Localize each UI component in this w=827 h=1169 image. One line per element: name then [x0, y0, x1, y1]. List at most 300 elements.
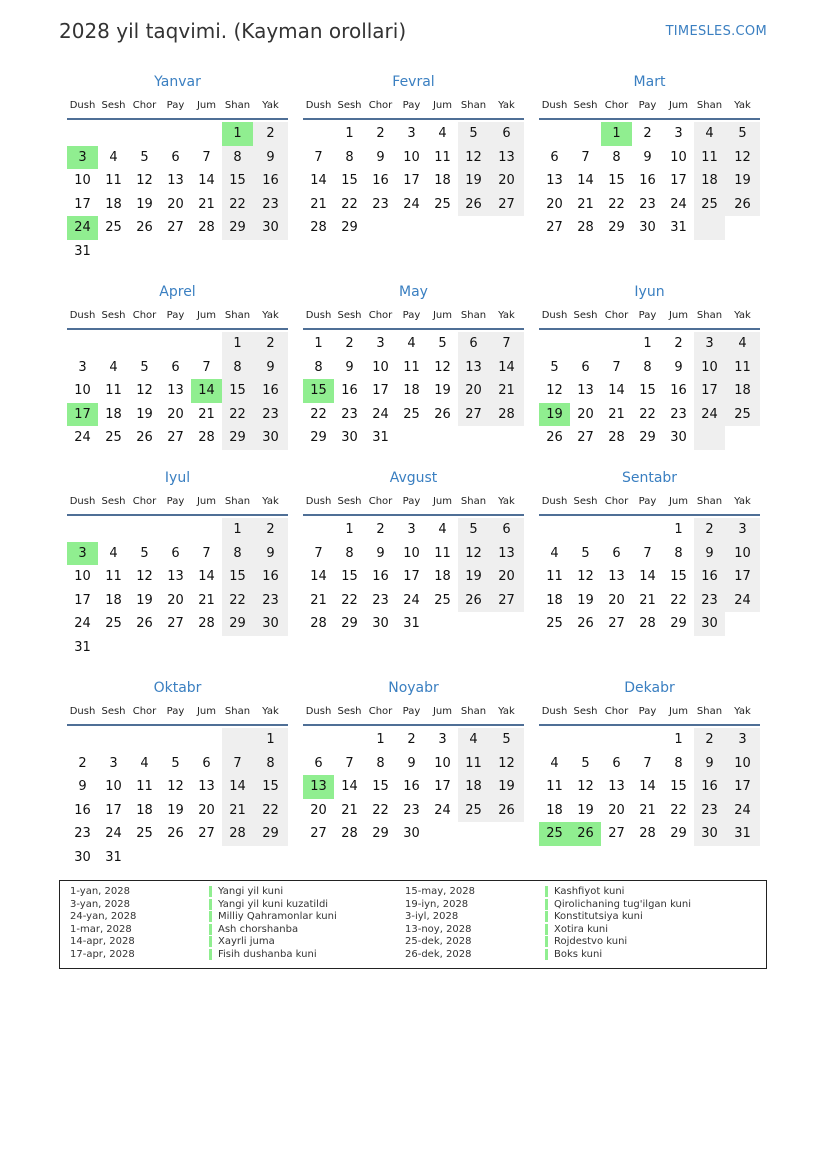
day-cell[interactable]: 23	[403, 802, 420, 818]
day-cell[interactable]: 22	[253, 799, 288, 823]
day-cell[interactable]: 24	[725, 589, 760, 613]
day-cell[interactable]: 11	[434, 545, 451, 561]
day-cell[interactable]: 17	[403, 173, 420, 188]
day-cell[interactable]: 28	[341, 826, 358, 841]
day-cell[interactable]: 12	[577, 779, 594, 794]
day-cell[interactable]: 8	[345, 149, 354, 165]
day-cell[interactable]: 1	[674, 732, 683, 747]
day-cell[interactable]: 26	[167, 826, 184, 841]
day-cell[interactable]: 27	[310, 826, 327, 841]
day-cell[interactable]: 21	[639, 802, 656, 818]
day-cell[interactable]: 13	[489, 146, 524, 170]
day-cell[interactable]: 14	[198, 173, 215, 188]
day-cell[interactable]: 23	[639, 196, 656, 212]
day-cell[interactable]: 2	[376, 522, 385, 537]
day-cell[interactable]: 26	[136, 220, 153, 235]
day-cell[interactable]: 13	[458, 356, 489, 380]
day-cell[interactable]: 14	[608, 383, 625, 398]
day-cell[interactable]: 22	[341, 196, 358, 212]
day-cell[interactable]: 25	[539, 822, 570, 846]
day-cell[interactable]: 22	[222, 193, 253, 217]
day-cell[interactable]: 1	[376, 732, 385, 747]
day-cell[interactable]: 31	[105, 849, 122, 865]
day-cell[interactable]: 10	[403, 545, 420, 561]
day-cell[interactable]: 10	[694, 356, 725, 380]
day-cell[interactable]: 1	[643, 336, 652, 351]
day-cell[interactable]: 20	[608, 802, 625, 818]
day-cell[interactable]: 3	[407, 522, 416, 537]
day-cell[interactable]: 5	[458, 518, 489, 542]
day-cell[interactable]: 4	[725, 332, 760, 356]
day-cell[interactable]: 19	[725, 169, 760, 193]
day-cell[interactable]: 13	[167, 569, 184, 584]
day-cell[interactable]: 5	[171, 755, 180, 771]
day-cell[interactable]: 21	[198, 592, 215, 608]
day-cell[interactable]: 27	[577, 430, 594, 445]
day-cell[interactable]: 7	[314, 545, 323, 561]
day-cell[interactable]: 3	[407, 126, 416, 141]
day-cell[interactable]: 8	[643, 359, 652, 375]
day-cell[interactable]: 10	[725, 752, 760, 776]
day-cell[interactable]: 20	[458, 379, 489, 403]
day-cell[interactable]: 4	[550, 755, 559, 771]
day-cell[interactable]: 25	[434, 592, 451, 608]
day-cell[interactable]: 26	[725, 193, 760, 217]
day-cell[interactable]: 18	[105, 592, 122, 608]
day-cell[interactable]: 30	[694, 822, 725, 846]
day-cell[interactable]: 14	[577, 173, 594, 188]
day-cell[interactable]: 16	[372, 173, 389, 188]
day-cell[interactable]: 7	[202, 545, 211, 561]
day-cell[interactable]: 11	[694, 146, 725, 170]
day-cell[interactable]: 17	[74, 196, 91, 212]
day-cell[interactable]: 19	[577, 802, 594, 818]
day-cell[interactable]: 18	[403, 383, 420, 398]
day-cell[interactable]: 13	[608, 779, 625, 794]
day-cell[interactable]: 12	[458, 542, 489, 566]
day-cell[interactable]: 6	[171, 359, 180, 375]
day-cell[interactable]: 22	[222, 403, 253, 427]
day-cell[interactable]: 12	[577, 569, 594, 584]
day-cell[interactable]: 27	[489, 193, 524, 217]
day-cell[interactable]: 13	[303, 775, 334, 799]
day-cell[interactable]: 3	[67, 542, 98, 566]
day-cell[interactable]: 19	[577, 592, 594, 608]
day-cell[interactable]: 2	[694, 728, 725, 752]
day-cell[interactable]: 15	[303, 379, 334, 403]
day-cell[interactable]: 17	[105, 802, 122, 818]
day-cell[interactable]: 7	[202, 149, 211, 165]
day-cell[interactable]: 28	[310, 616, 327, 631]
day-cell[interactable]: 6	[489, 122, 524, 146]
day-cell[interactable]: 24	[74, 430, 91, 445]
day-cell[interactable]: 23	[253, 403, 288, 427]
day-cell[interactable]: 3	[67, 146, 98, 170]
day-cell[interactable]: 17	[725, 565, 760, 589]
day-cell[interactable]: 18	[546, 802, 563, 818]
day-cell[interactable]: 7	[489, 332, 524, 356]
day-cell[interactable]: 18	[105, 406, 122, 422]
day-cell[interactable]: 28	[222, 822, 253, 846]
day-cell[interactable]: 14	[489, 356, 524, 380]
day-cell[interactable]: 3	[725, 728, 760, 752]
day-cell[interactable]: 25	[694, 193, 725, 217]
day-cell[interactable]: 3	[78, 359, 87, 375]
day-cell[interactable]: 7	[581, 149, 590, 165]
day-cell[interactable]: 15	[341, 173, 358, 188]
day-cell[interactable]: 13	[577, 383, 594, 398]
day-cell[interactable]: 30	[253, 426, 288, 450]
day-cell[interactable]: 16	[372, 569, 389, 584]
day-cell[interactable]: 4	[109, 359, 118, 375]
day-cell[interactable]: 26	[458, 193, 489, 217]
day-cell[interactable]: 14	[639, 779, 656, 794]
day-cell[interactable]: 29	[372, 826, 389, 841]
day-cell[interactable]: 19	[434, 383, 451, 398]
day-cell[interactable]: 13	[198, 779, 215, 794]
day-cell[interactable]: 16	[253, 169, 288, 193]
day-cell[interactable]: 21	[222, 799, 253, 823]
day-cell[interactable]: 4	[438, 126, 447, 141]
day-cell[interactable]: 29	[670, 616, 687, 631]
day-cell[interactable]: 21	[608, 406, 625, 422]
day-cell[interactable]: 29	[341, 220, 358, 235]
day-cell[interactable]: 14	[222, 775, 253, 799]
day-cell[interactable]: 8	[376, 755, 385, 771]
day-cell[interactable]: 25	[403, 406, 420, 422]
day-cell[interactable]: 30	[639, 220, 656, 235]
day-cell[interactable]: 23	[253, 589, 288, 613]
day-cell[interactable]: 20	[167, 196, 184, 212]
day-cell[interactable]: 12	[167, 779, 184, 794]
day-cell[interactable]: 9	[253, 542, 288, 566]
day-cell[interactable]: 4	[109, 149, 118, 165]
day-cell[interactable]: 17	[67, 403, 98, 427]
day-cell[interactable]: 24	[403, 196, 420, 212]
day-cell[interactable]: 18	[136, 802, 153, 818]
day-cell[interactable]: 30	[372, 616, 389, 631]
day-cell[interactable]: 30	[74, 849, 91, 865]
day-cell[interactable]: 17	[694, 379, 725, 403]
day-cell[interactable]: 4	[694, 122, 725, 146]
day-cell[interactable]: 2	[376, 126, 385, 141]
day-cell[interactable]: 25	[434, 196, 451, 212]
day-cell[interactable]: 16	[403, 779, 420, 794]
day-cell[interactable]: 2	[674, 336, 683, 351]
day-cell[interactable]: 21	[198, 196, 215, 212]
day-cell[interactable]: 12	[458, 146, 489, 170]
day-cell[interactable]: 19	[458, 565, 489, 589]
day-cell[interactable]: 21	[341, 802, 358, 818]
day-cell[interactable]: 12	[136, 173, 153, 188]
day-cell[interactable]: 29	[222, 216, 253, 240]
day-cell[interactable]: 16	[341, 383, 358, 398]
day-cell[interactable]: 10	[725, 542, 760, 566]
day-cell[interactable]: 27	[167, 430, 184, 445]
day-cell[interactable]: 19	[539, 403, 570, 427]
day-cell[interactable]: 21	[639, 592, 656, 608]
day-cell[interactable]: 24	[67, 216, 98, 240]
day-cell[interactable]: 14	[310, 173, 327, 188]
day-cell[interactable]: 31	[725, 822, 760, 846]
day-cell[interactable]: 23	[670, 406, 687, 422]
day-cell[interactable]: 3	[725, 518, 760, 542]
day-cell[interactable]: 20	[546, 196, 563, 212]
day-cell[interactable]: 11	[546, 779, 563, 794]
day-cell[interactable]: 7	[345, 755, 354, 771]
day-cell[interactable]: 25	[105, 616, 122, 631]
day-cell[interactable]: 17	[670, 173, 687, 188]
day-cell[interactable]: 3	[438, 732, 447, 747]
day-cell[interactable]: 26	[136, 430, 153, 445]
day-cell[interactable]: 10	[74, 173, 91, 188]
day-cell[interactable]: 27	[167, 616, 184, 631]
day-cell[interactable]: 6	[202, 755, 211, 771]
day-cell[interactable]: 27	[546, 220, 563, 235]
day-cell[interactable]: 15	[222, 379, 253, 403]
day-cell[interactable]: 1	[253, 728, 288, 752]
day-cell[interactable]: 6	[171, 149, 180, 165]
day-cell[interactable]: 6	[581, 359, 590, 375]
day-cell[interactable]: 23	[253, 193, 288, 217]
day-cell[interactable]: 22	[310, 406, 327, 422]
day-cell[interactable]: 10	[105, 779, 122, 794]
day-cell[interactable]: 29	[639, 430, 656, 445]
day-cell[interactable]: 17	[403, 569, 420, 584]
day-cell[interactable]: 23	[694, 799, 725, 823]
day-cell[interactable]: 5	[458, 122, 489, 146]
day-cell[interactable]: 27	[489, 589, 524, 613]
day-cell[interactable]: 30	[341, 430, 358, 445]
day-cell[interactable]: 24	[372, 406, 389, 422]
site-link[interactable]: TIMESLES.COM	[665, 24, 767, 39]
day-cell[interactable]: 29	[253, 822, 288, 846]
day-cell[interactable]: 28	[639, 826, 656, 841]
day-cell[interactable]: 1	[222, 518, 253, 542]
day-cell[interactable]: 16	[74, 802, 91, 818]
day-cell[interactable]: 31	[403, 616, 420, 631]
day-cell[interactable]: 13	[546, 173, 563, 188]
day-cell[interactable]: 21	[577, 196, 594, 212]
day-cell[interactable]: 14	[310, 569, 327, 584]
day-cell[interactable]: 18	[105, 196, 122, 212]
day-cell[interactable]: 17	[74, 592, 91, 608]
day-cell[interactable]: 12	[489, 752, 524, 776]
day-cell[interactable]: 12	[136, 383, 153, 398]
day-cell[interactable]: 9	[253, 146, 288, 170]
day-cell[interactable]: 5	[140, 359, 149, 375]
day-cell[interactable]: 18	[546, 592, 563, 608]
day-cell[interactable]: 6	[489, 518, 524, 542]
day-cell[interactable]: 7	[222, 752, 253, 776]
day-cell[interactable]: 28	[198, 616, 215, 631]
day-cell[interactable]: 8	[674, 545, 683, 561]
day-cell[interactable]: 28	[639, 616, 656, 631]
day-cell[interactable]: 2	[694, 518, 725, 542]
day-cell[interactable]: 14	[341, 779, 358, 794]
day-cell[interactable]: 4	[109, 545, 118, 561]
day-cell[interactable]: 25	[105, 430, 122, 445]
day-cell[interactable]: 7	[643, 545, 652, 561]
day-cell[interactable]: 24	[670, 196, 687, 212]
day-cell[interactable]: 31	[372, 430, 389, 445]
day-cell[interactable]: 22	[670, 592, 687, 608]
day-cell[interactable]: 4	[438, 522, 447, 537]
day-cell[interactable]: 29	[341, 616, 358, 631]
day-cell[interactable]: 3	[694, 332, 725, 356]
day-cell[interactable]: 10	[670, 149, 687, 165]
day-cell[interactable]: 27	[167, 220, 184, 235]
day-cell[interactable]: 23	[341, 406, 358, 422]
day-cell[interactable]: 4	[550, 545, 559, 561]
day-cell[interactable]: 5	[725, 122, 760, 146]
day-cell[interactable]: 4	[407, 336, 416, 351]
day-cell[interactable]: 10	[403, 149, 420, 165]
day-cell[interactable]: 10	[74, 569, 91, 584]
day-cell[interactable]: 14	[639, 569, 656, 584]
day-cell[interactable]: 25	[458, 799, 489, 823]
day-cell[interactable]: 28	[310, 220, 327, 235]
day-cell[interactable]: 21	[310, 196, 327, 212]
day-cell[interactable]: 18	[434, 569, 451, 584]
day-cell[interactable]: 20	[489, 565, 524, 589]
day-cell[interactable]: 21	[198, 406, 215, 422]
day-cell[interactable]: 11	[105, 569, 122, 584]
day-cell[interactable]: 31	[74, 639, 91, 655]
day-cell[interactable]: 26	[570, 822, 601, 846]
day-cell[interactable]: 20	[167, 592, 184, 608]
day-cell[interactable]: 17	[434, 779, 451, 794]
day-cell[interactable]: 14	[191, 379, 222, 403]
day-cell[interactable]: 30	[253, 612, 288, 636]
day-cell[interactable]: 8	[345, 545, 354, 561]
day-cell[interactable]: 13	[608, 569, 625, 584]
day-cell[interactable]: 22	[341, 592, 358, 608]
day-cell[interactable]: 22	[639, 406, 656, 422]
day-cell[interactable]: 19	[489, 775, 524, 799]
day-cell[interactable]: 16	[670, 383, 687, 398]
day-cell[interactable]: 24	[403, 592, 420, 608]
day-cell[interactable]: 26	[546, 430, 563, 445]
day-cell[interactable]: 15	[222, 565, 253, 589]
day-cell[interactable]: 8	[674, 755, 683, 771]
day-cell[interactable]: 28	[489, 403, 524, 427]
day-cell[interactable]: 23	[694, 589, 725, 613]
day-cell[interactable]: 7	[314, 149, 323, 165]
day-cell[interactable]: 10	[372, 359, 389, 375]
day-cell[interactable]: 11	[434, 149, 451, 165]
day-cell[interactable]: 8	[314, 359, 323, 375]
day-cell[interactable]: 12	[136, 569, 153, 584]
day-cell[interactable]: 16	[253, 565, 288, 589]
day-cell[interactable]: 6	[612, 755, 621, 771]
day-cell[interactable]: 2	[253, 518, 288, 542]
day-cell[interactable]: 20	[577, 406, 594, 422]
day-cell[interactable]: 25	[546, 616, 563, 631]
day-cell[interactable]: 15	[608, 173, 625, 188]
day-cell[interactable]: 17	[372, 383, 389, 398]
day-cell[interactable]: 30	[670, 430, 687, 445]
day-cell[interactable]: 1	[345, 522, 354, 537]
day-cell[interactable]: 18	[694, 169, 725, 193]
day-cell[interactable]: 24	[74, 616, 91, 631]
day-cell[interactable]: 4	[458, 728, 489, 752]
day-cell[interactable]: 1	[314, 336, 323, 351]
day-cell[interactable]: 2	[253, 332, 288, 356]
day-cell[interactable]: 15	[372, 779, 389, 794]
day-cell[interactable]: 19	[167, 802, 184, 818]
day-cell[interactable]: 21	[310, 592, 327, 608]
day-cell[interactable]: 13	[167, 383, 184, 398]
day-cell[interactable]: 28	[577, 220, 594, 235]
day-cell[interactable]: 23	[74, 826, 91, 841]
day-cell[interactable]: 19	[136, 196, 153, 212]
day-cell[interactable]: 8	[612, 149, 621, 165]
day-cell[interactable]: 26	[577, 616, 594, 631]
day-cell[interactable]: 20	[167, 406, 184, 422]
day-cell[interactable]: 29	[222, 612, 253, 636]
day-cell[interactable]: 21	[489, 379, 524, 403]
day-cell[interactable]: 1	[601, 122, 632, 146]
day-cell[interactable]: 14	[198, 569, 215, 584]
day-cell[interactable]: 23	[372, 196, 389, 212]
day-cell[interactable]: 12	[434, 359, 451, 375]
day-cell[interactable]: 5	[438, 336, 447, 351]
day-cell[interactable]: 7	[202, 359, 211, 375]
day-cell[interactable]: 2	[643, 126, 652, 141]
day-cell[interactable]: 9	[407, 755, 416, 771]
day-cell[interactable]: 28	[198, 220, 215, 235]
day-cell[interactable]: 9	[694, 542, 725, 566]
day-cell[interactable]: 2	[253, 122, 288, 146]
day-cell[interactable]: 15	[253, 775, 288, 799]
day-cell[interactable]: 31	[74, 243, 91, 259]
day-cell[interactable]: 9	[253, 356, 288, 380]
day-cell[interactable]: 27	[608, 616, 625, 631]
day-cell[interactable]: 24	[694, 403, 725, 427]
day-cell[interactable]: 11	[546, 569, 563, 584]
day-cell[interactable]: 6	[550, 149, 559, 165]
day-cell[interactable]: 5	[489, 728, 524, 752]
day-cell[interactable]: 9	[674, 359, 683, 375]
day-cell[interactable]: 7	[612, 359, 621, 375]
day-cell[interactable]: 3	[674, 126, 683, 141]
day-cell[interactable]: 6	[612, 545, 621, 561]
day-cell[interactable]: 31	[670, 220, 687, 235]
day-cell[interactable]: 17	[725, 775, 760, 799]
day-cell[interactable]: 18	[458, 775, 489, 799]
day-cell[interactable]: 16	[694, 565, 725, 589]
day-cell[interactable]: 26	[489, 799, 524, 823]
day-cell[interactable]: 5	[140, 545, 149, 561]
day-cell[interactable]: 8	[222, 146, 253, 170]
day-cell[interactable]: 25	[105, 220, 122, 235]
day-cell[interactable]: 28	[198, 430, 215, 445]
day-cell[interactable]: 30	[253, 216, 288, 240]
day-cell[interactable]: 20	[489, 169, 524, 193]
day-cell[interactable]: 1	[345, 126, 354, 141]
day-cell[interactable]: 11	[403, 359, 420, 375]
day-cell[interactable]: 13	[167, 173, 184, 188]
day-cell[interactable]: 2	[78, 755, 87, 771]
day-cell[interactable]: 7	[643, 755, 652, 771]
day-cell[interactable]: 9	[345, 359, 354, 375]
day-cell[interactable]: 6	[171, 545, 180, 561]
day-cell[interactable]: 22	[222, 589, 253, 613]
day-cell[interactable]: 19	[136, 592, 153, 608]
day-cell[interactable]: 26	[458, 589, 489, 613]
day-cell[interactable]: 20	[608, 592, 625, 608]
